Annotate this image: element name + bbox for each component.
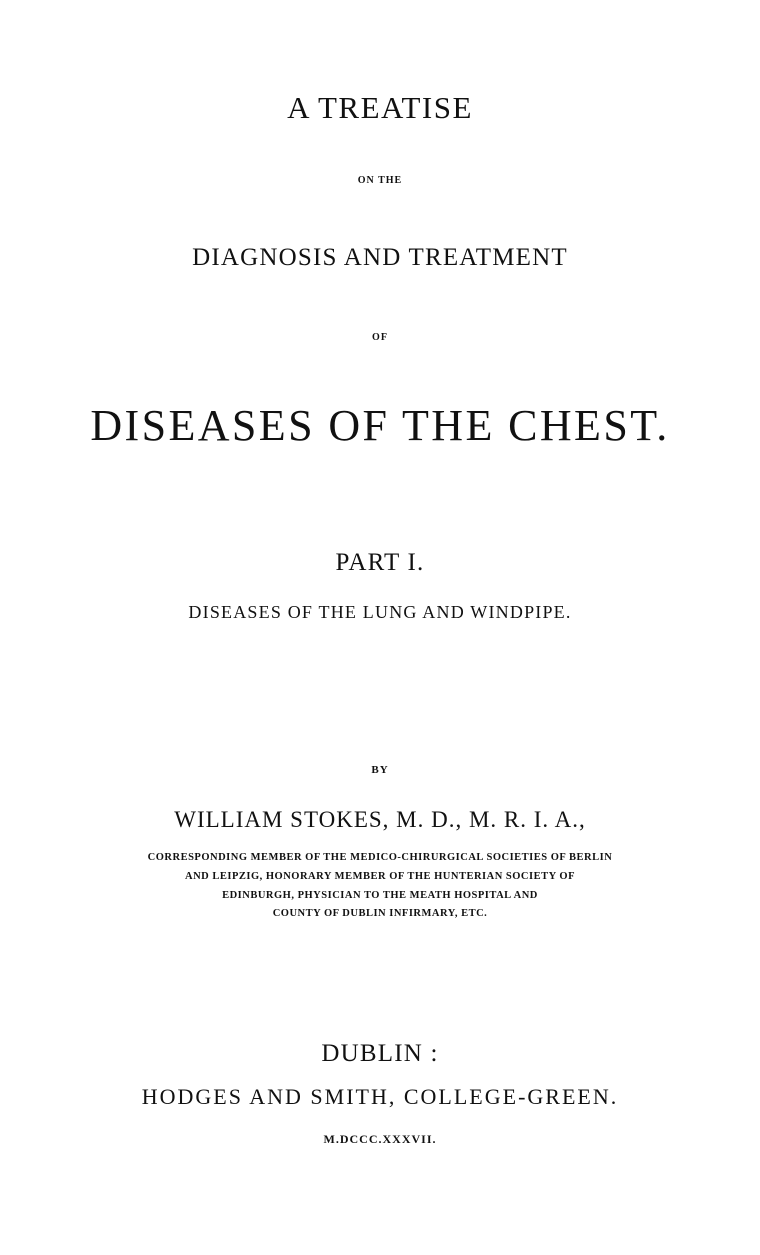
part-number: PART I. [335, 549, 425, 576]
subject-line: DIAGNOSIS AND TREATMENT [192, 244, 568, 271]
author-credentials-line: EDINBURGH, PHYSICIAN TO THE MEATH HOSPITAL AND [222, 890, 538, 901]
author-credentials-line: COUNTY OF DUBLIN INFIRMARY, ETC. [272, 908, 488, 919]
on-the-connector: ON THE [357, 175, 403, 186]
publisher: HODGES AND SMITH, COLLEGE-GREEN. [141, 1084, 619, 1109]
main-title: DISEASES OF THE CHEST. [90, 401, 670, 450]
of-connector: OF [372, 332, 388, 343]
author-credentials-line: CORRESPONDING MEMBER OF THE MEDICO-CHIRURGICAL SOCIETIES OF BERLIN [147, 852, 613, 863]
publication-city: DUBLIN : [321, 1040, 439, 1067]
author-name: WILLIAM STOKES, M. D., M. R. I. A., [174, 807, 586, 832]
author-credentials-line: AND LEIPZIG, HONORARY MEMBER OF THE HUNTERIAN SOCIETY OF [184, 871, 575, 882]
treatise-heading: A TREATISE [287, 90, 473, 125]
by-line: BY [371, 764, 389, 776]
part-subtitle: DISEASES OF THE LUNG AND WINDPIPE. [188, 602, 572, 622]
publication-year: M.DCCC.XXXVII. [323, 1132, 437, 1146]
